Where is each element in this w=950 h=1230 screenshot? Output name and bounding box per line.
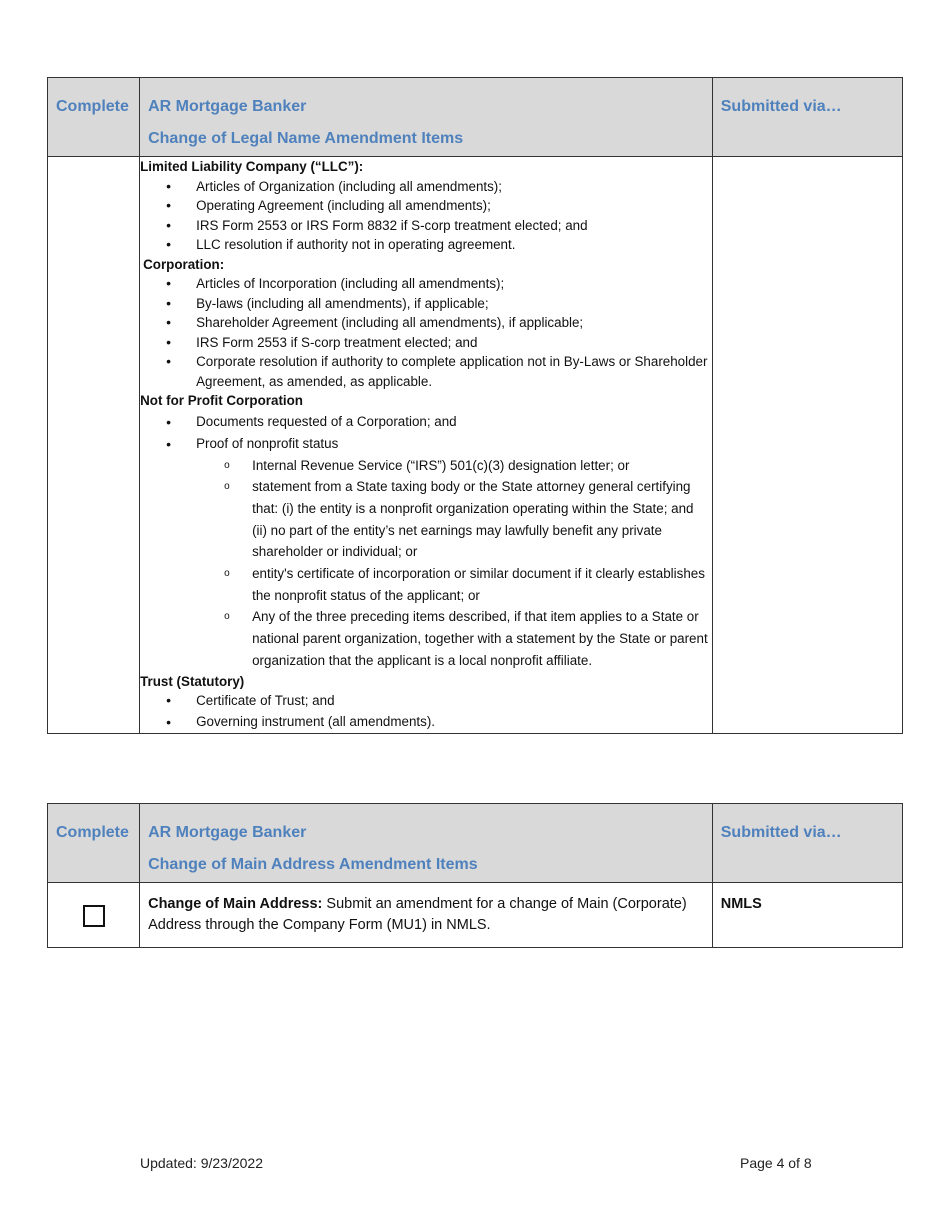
complete-cell: [48, 883, 140, 948]
corporation-heading: Corporation:: [143, 256, 225, 272]
table-row: [48, 157, 903, 734]
list-item: • Governing instrument (all amendments).: [140, 711, 712, 733]
complete-cell: [48, 157, 140, 734]
complete-header-text: Complete: [56, 824, 129, 841]
list-item: • Documents requested of a Corporation; and: [140, 411, 712, 433]
complete-header-text: Complete: [56, 98, 129, 115]
submitted-via-value: NMLS: [712, 883, 902, 948]
main-address-label: Change of Main Address:: [148, 896, 323, 912]
list-item: • Articles of Organization (including all amendments);: [140, 177, 712, 197]
list-item: • Operating Agreement (including all amendments);: [140, 196, 712, 216]
table-subtitle: Change of Main Address Amendment Items: [148, 856, 478, 873]
table-subtitle: Change of Legal Name Amendment Items: [148, 130, 464, 147]
table-row: [48, 883, 903, 948]
list-item: • IRS Form 2553 or IRS Form 8832 if S-corp treatment elected; and: [140, 216, 712, 236]
complete-checkbox[interactable]: [83, 905, 105, 927]
table-header-row: [48, 78, 903, 157]
list-item: o statement from a State taxing body or the State attorney general certifying that: (i) the entity is a nonprofit organization operating within the State; and (ii) no part of the entity’s net earnings may lawfully benefit any private shareholder or individual; or: [140, 476, 712, 563]
list-item: • Corporate resolution if authority to complete application not in By-Laws or Shareholder Agreement, as amended, as applicable.: [140, 352, 712, 391]
main-address-text: Submit an amendment for a change of Main (Corporate) Address through the Company Form (MU1) in NMLS.: [148, 896, 687, 933]
list-item: • IRS Form 2553 if S-corp treatment elected; and: [140, 333, 712, 353]
requirement-cell: [140, 883, 713, 948]
submitted-column-header: [712, 804, 902, 883]
list-item: • Certificate of Trust; and: [140, 691, 712, 711]
table-header-row: [48, 804, 903, 883]
legal-name-table: [47, 77, 903, 734]
submitted-column-header: [712, 78, 902, 157]
list-item: • Articles of Incorporation (including all amendments);: [140, 274, 712, 294]
nonprofit-heading: Not for Profit Corporation: [140, 393, 303, 408]
list-item: o Any of the three preceding items described, if that item applies to a State or national parent organization, together with a statement by the State or parent organization that the applicant is a local nonprofit affiliate.: [140, 606, 712, 671]
llc-list: [140, 177, 712, 255]
list-item: • Proof of nonprofit status: [140, 433, 712, 455]
corporation-list: [140, 274, 712, 391]
list-item: • By-laws (including all amendments), if applicable;: [140, 294, 712, 314]
nonprofit-sublist: [140, 455, 712, 672]
items-column-header: [140, 804, 713, 883]
submitted-header-text: Submitted via…: [720, 824, 842, 841]
list-item: • Shareholder Agreement (including all amendments), if applicable;: [140, 313, 712, 333]
submitted-cell: [712, 157, 902, 734]
table-title: AR Mortgage Banker: [148, 824, 307, 841]
llc-heading: Limited Liability Company (“LLC”):: [140, 159, 364, 174]
table-title: AR Mortgage Banker: [148, 98, 307, 115]
nonprofit-list: [140, 411, 712, 455]
updated-date: Updated: 9/23/2022: [140, 1155, 263, 1171]
trust-heading: Trust (Statutory): [140, 673, 245, 689]
list-item: o Internal Revenue Service (“IRS”) 501(c)(3) designation letter; or: [140, 455, 712, 477]
list-item: • LLC resolution if authority not in operating agreement.: [140, 235, 712, 255]
submitted-header-text: Submitted via…: [720, 98, 842, 115]
complete-column-header: [48, 804, 140, 883]
trust-list: [140, 691, 712, 733]
requirements-cell: [140, 157, 713, 734]
main-address-table: [47, 803, 903, 948]
list-item: o entity's certificate of incorporation or similar document if it clearly establishes the nonprofit status of the applicant; or: [140, 563, 712, 606]
page-number: Page 4 of 8: [740, 1155, 812, 1171]
items-column-header: [140, 78, 713, 157]
complete-column-header: [48, 78, 140, 157]
